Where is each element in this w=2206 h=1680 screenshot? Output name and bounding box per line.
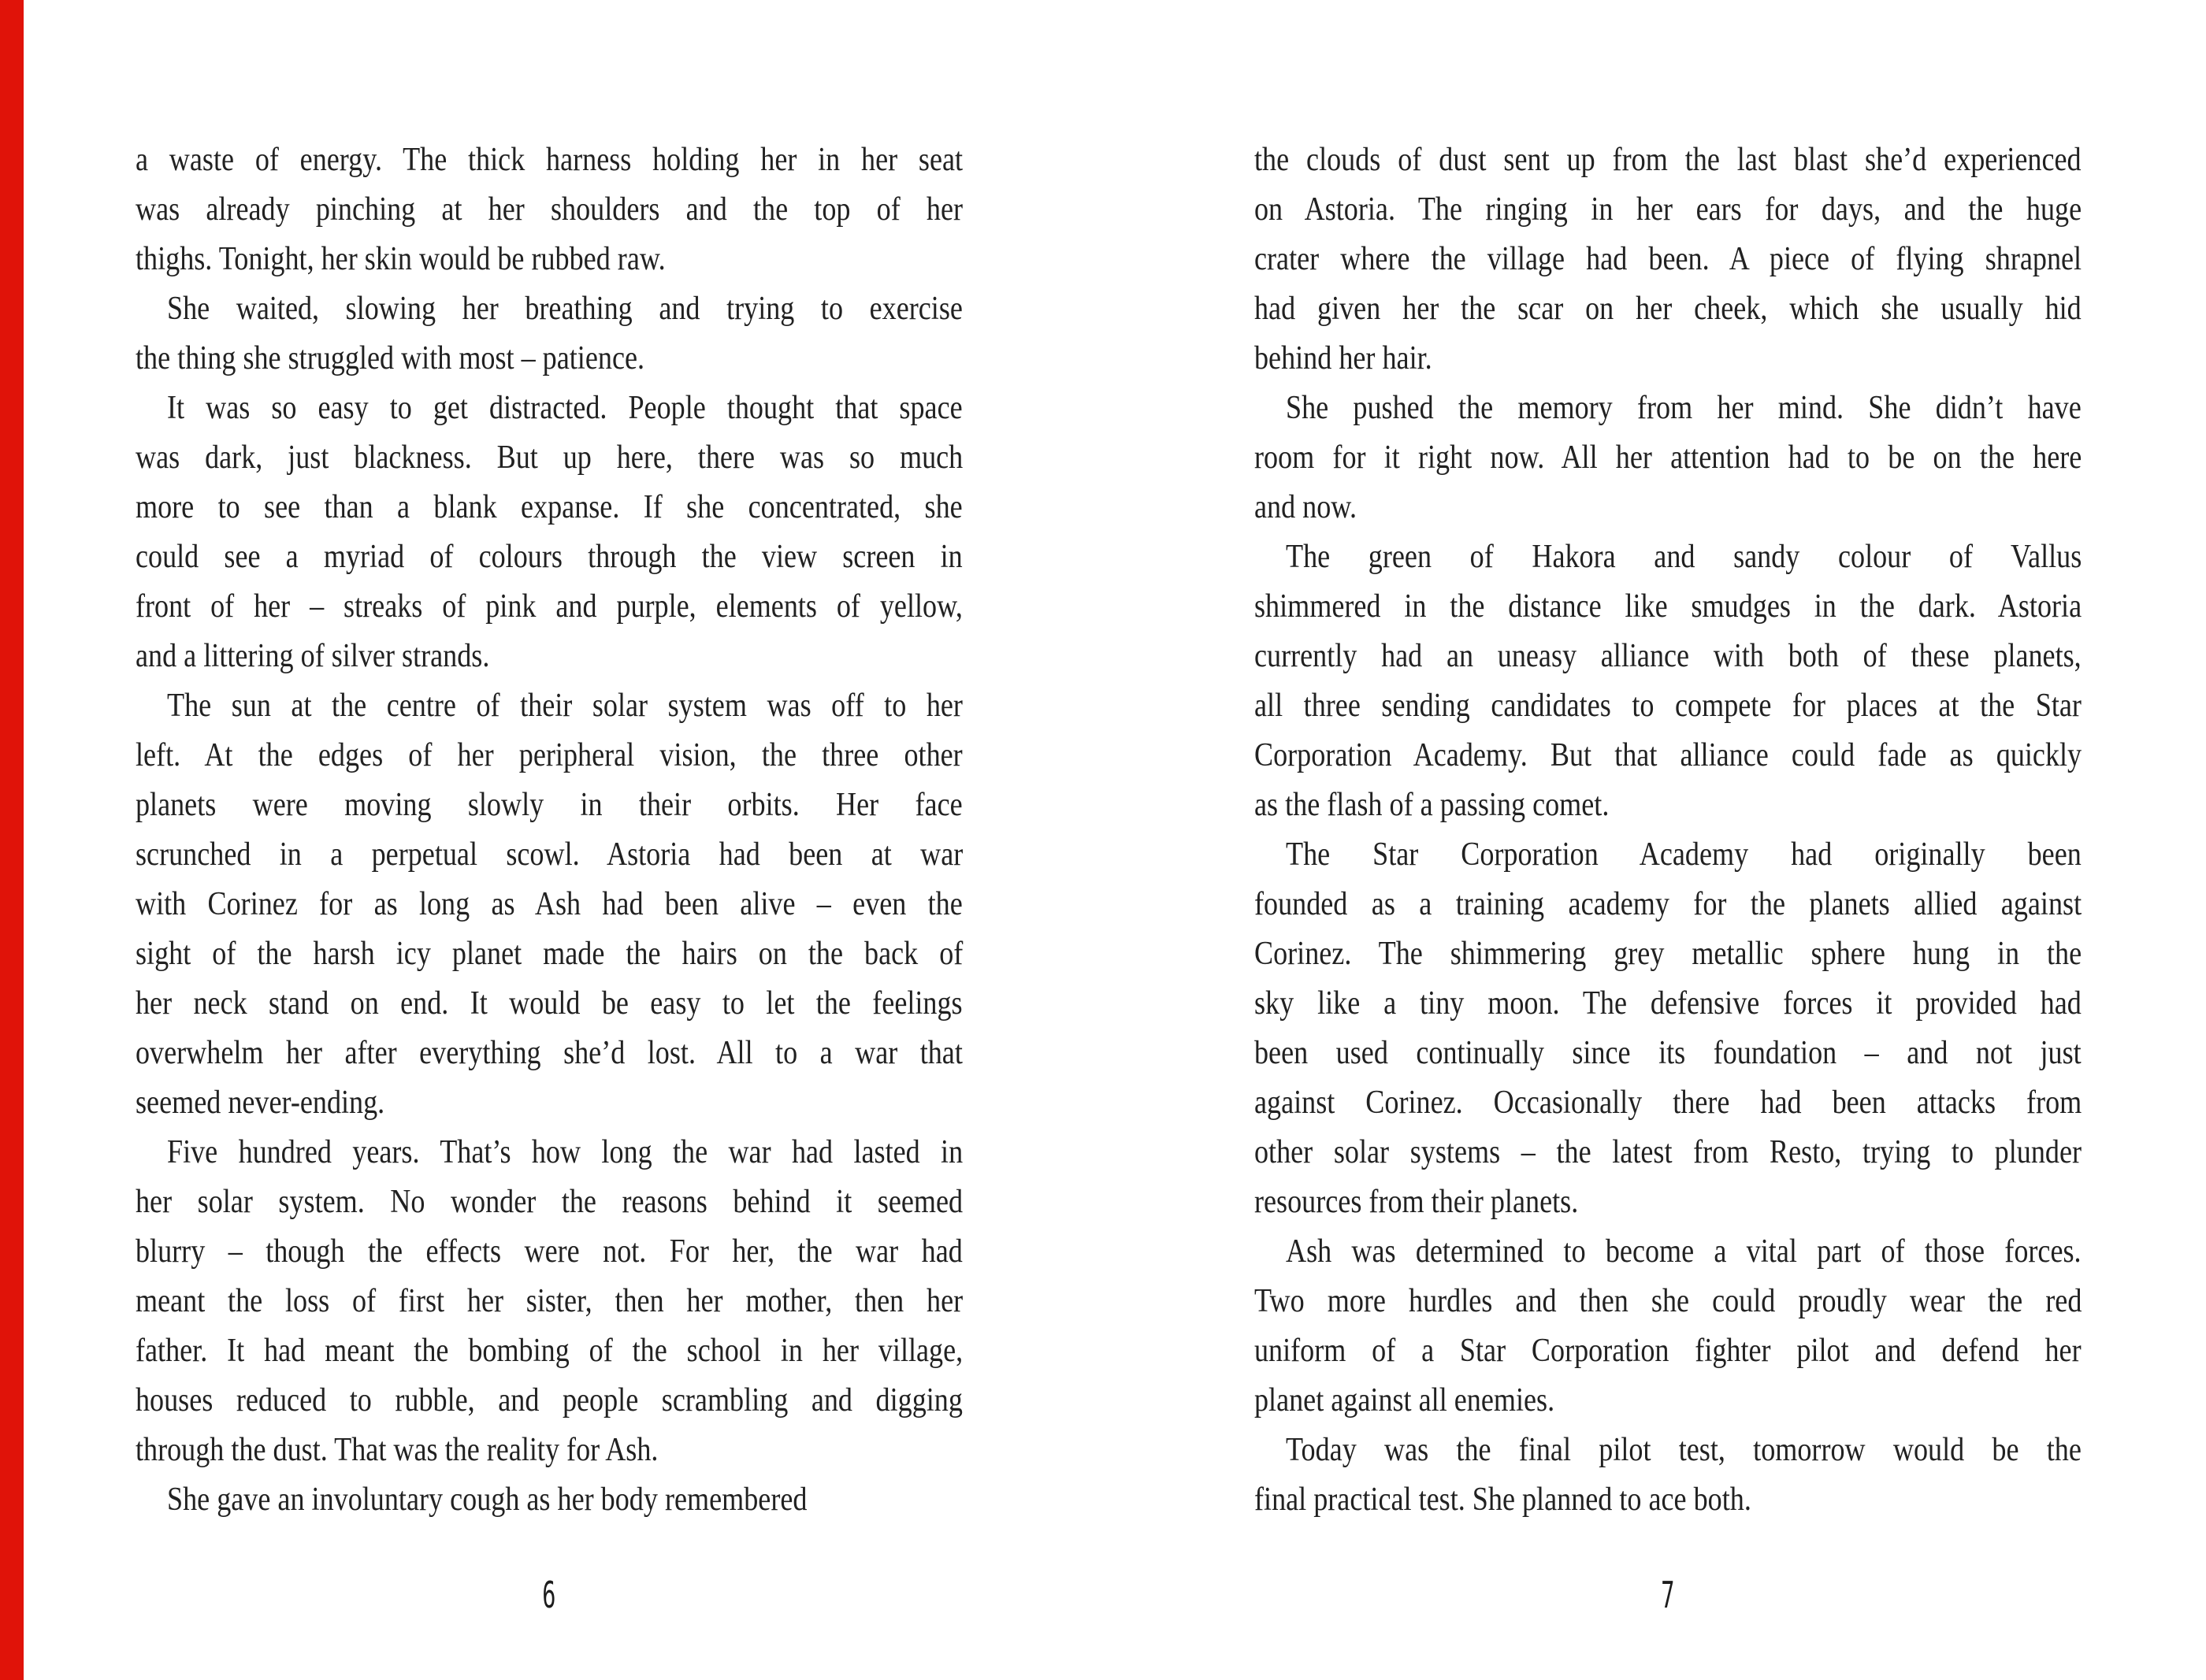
text-line: father. It had meant the bombing of the school in her village, [136,1333,964,1369]
right-page-text-column [1254,135,2082,1525]
text-line: She gave an involuntary cough as her body remembered [167,1482,808,1518]
text-line: front of her – streaks of pink and purple, elements of yellow, [136,588,963,625]
text-line: other solar systems – the latest from Resto, trying to plunder [1254,1134,2082,1170]
text-line: on Astoria. The ringing in her ears for days, and the huge [1254,191,2082,228]
paragraph [1254,830,2082,1227]
text-line: as the flash of a passing comet. [1254,787,1610,823]
text-line: her solar system. No wonder the reasons behind it seemed [136,1184,964,1220]
text-line: final practical test. She planned to ace both. [1254,1482,1751,1518]
text-line: through the dust. That was the reality for Ash. [136,1432,659,1468]
paragraph [1254,532,2082,830]
text-line: Corporation Academy. But that alliance could fade as quickly [1254,737,2082,773]
text-line: meant the loss of first her sister, then her mother, then her [136,1283,964,1319]
text-line: all three sending candidates to compete for places at the Star [1254,688,2082,724]
text-line: founded as a training academy for the planets allied against [1254,886,2082,922]
text-line: Five hundred years. That’s how long the war had lasted in [167,1134,964,1170]
paragraph [1254,384,2082,532]
right-page-number [1254,1575,2082,1615]
text-line: could see a myriad of colours through the view screen in [136,539,963,575]
text-line: was already pinching at her shoulders and the top of her [136,191,964,228]
text-line: overwhelm her after everything she’d lost. All to a war that [136,1035,963,1071]
text-line: Ash was determined to become a vital part of those forces. [1286,1233,2082,1270]
left-page-number-digit: 6 [542,1574,556,1616]
text-line: The Star Corporation Academy had originally been [1286,836,2082,873]
text-line: She pushed the memory from her mind. She didn’t have [1286,390,2082,426]
text-line: and a littering of silver strands. [136,638,490,674]
text-line: behind her hair. [1254,340,1432,376]
text-line: scrunched in a perpetual scowl. Astoria had been at war [136,836,964,873]
text-line: the thing she struggled with most – patience. [136,340,645,376]
text-line: thighs. Tonight, her skin would be rubbed raw. [136,241,666,277]
text-line: against Corinez. Occasionally there had been attacks from [1254,1085,2082,1121]
paragraph [136,681,963,1128]
text-line: currently had an uneasy alliance with both of these planets, [1254,638,2082,674]
text-line: resources from their planets. [1254,1184,1579,1220]
text-line: The green of Hakora and sandy colour of Vallus [1286,539,2082,575]
text-line: left. At the edges of her peripheral vision, the three other [136,737,963,773]
text-line: had given her the scar on her cheek, which she usually hid [1254,291,2082,327]
text-line: blurry – though the effects were not. For her, the war had [136,1233,963,1270]
text-line: and now. [1254,489,1357,525]
left-page-number [136,1575,963,1615]
text-line: uniform of a Star Corporation fighter pilot and defend her [1254,1333,2082,1369]
text-line: Today was the final pilot test, tomorrow would be the [1286,1432,2082,1468]
text-line: planet against all enemies. [1254,1382,1555,1419]
paragraph [136,384,963,681]
paragraph [136,1475,963,1525]
text-line: room for it right now. All her attention had to be on the here [1254,439,2082,476]
text-line: houses reduced to rubble, and people scrambling and digging [136,1382,963,1419]
paragraph [136,284,963,384]
text-line: crater where the village had been. A piece of flying shrapnel [1254,241,2082,277]
text-line: more to see than a blank expanse. If she concentrated, she [136,489,963,525]
text-line: a waste of energy. The thick harness holding her in her seat [136,142,964,178]
text-line: her neck stand on end. It would be easy to let the feelings [136,985,963,1022]
paragraph [1254,1426,2082,1525]
left-page-text-column [136,135,963,1525]
right-page-number-digit: 7 [1661,1574,1675,1616]
right-page [1103,0,2206,1680]
text-line: The sun at the centre of their solar system was off to her [167,688,963,724]
paragraph [136,135,963,284]
text-line: She waited, slowing her breathing and trying to exercise [167,291,963,327]
paragraph [136,1128,963,1475]
text-line: the clouds of dust sent up from the last blast she’d experienced [1254,142,2082,178]
paragraph [1254,135,2082,384]
text-line: It was so easy to get distracted. People thought that space [167,390,963,426]
paragraph [1254,1227,2082,1426]
text-line: Corinez. The shimmering grey metallic sphere hung in the [1254,936,2082,972]
text-line: Two more hurdles and then she could proudly wear the red [1254,1283,2082,1319]
text-line: sky like a tiny moon. The defensive forces it provided had [1254,985,2082,1022]
text-line: with Corinez for as long as Ash had been alive – even the [136,886,963,922]
text-line: planets were moving slowly in their orbits. Her face [136,787,963,823]
text-line: seemed never-ending. [136,1085,385,1121]
text-line: shimmered in the distance like smudges in the dark. Astoria [1254,588,2082,625]
text-line: sight of the harsh icy planet made the hairs on the back of [136,936,964,972]
text-line: was dark, just blackness. But up here, there was so much [136,439,964,476]
text-line: been used continually since its foundation – and not just [1254,1035,2082,1071]
